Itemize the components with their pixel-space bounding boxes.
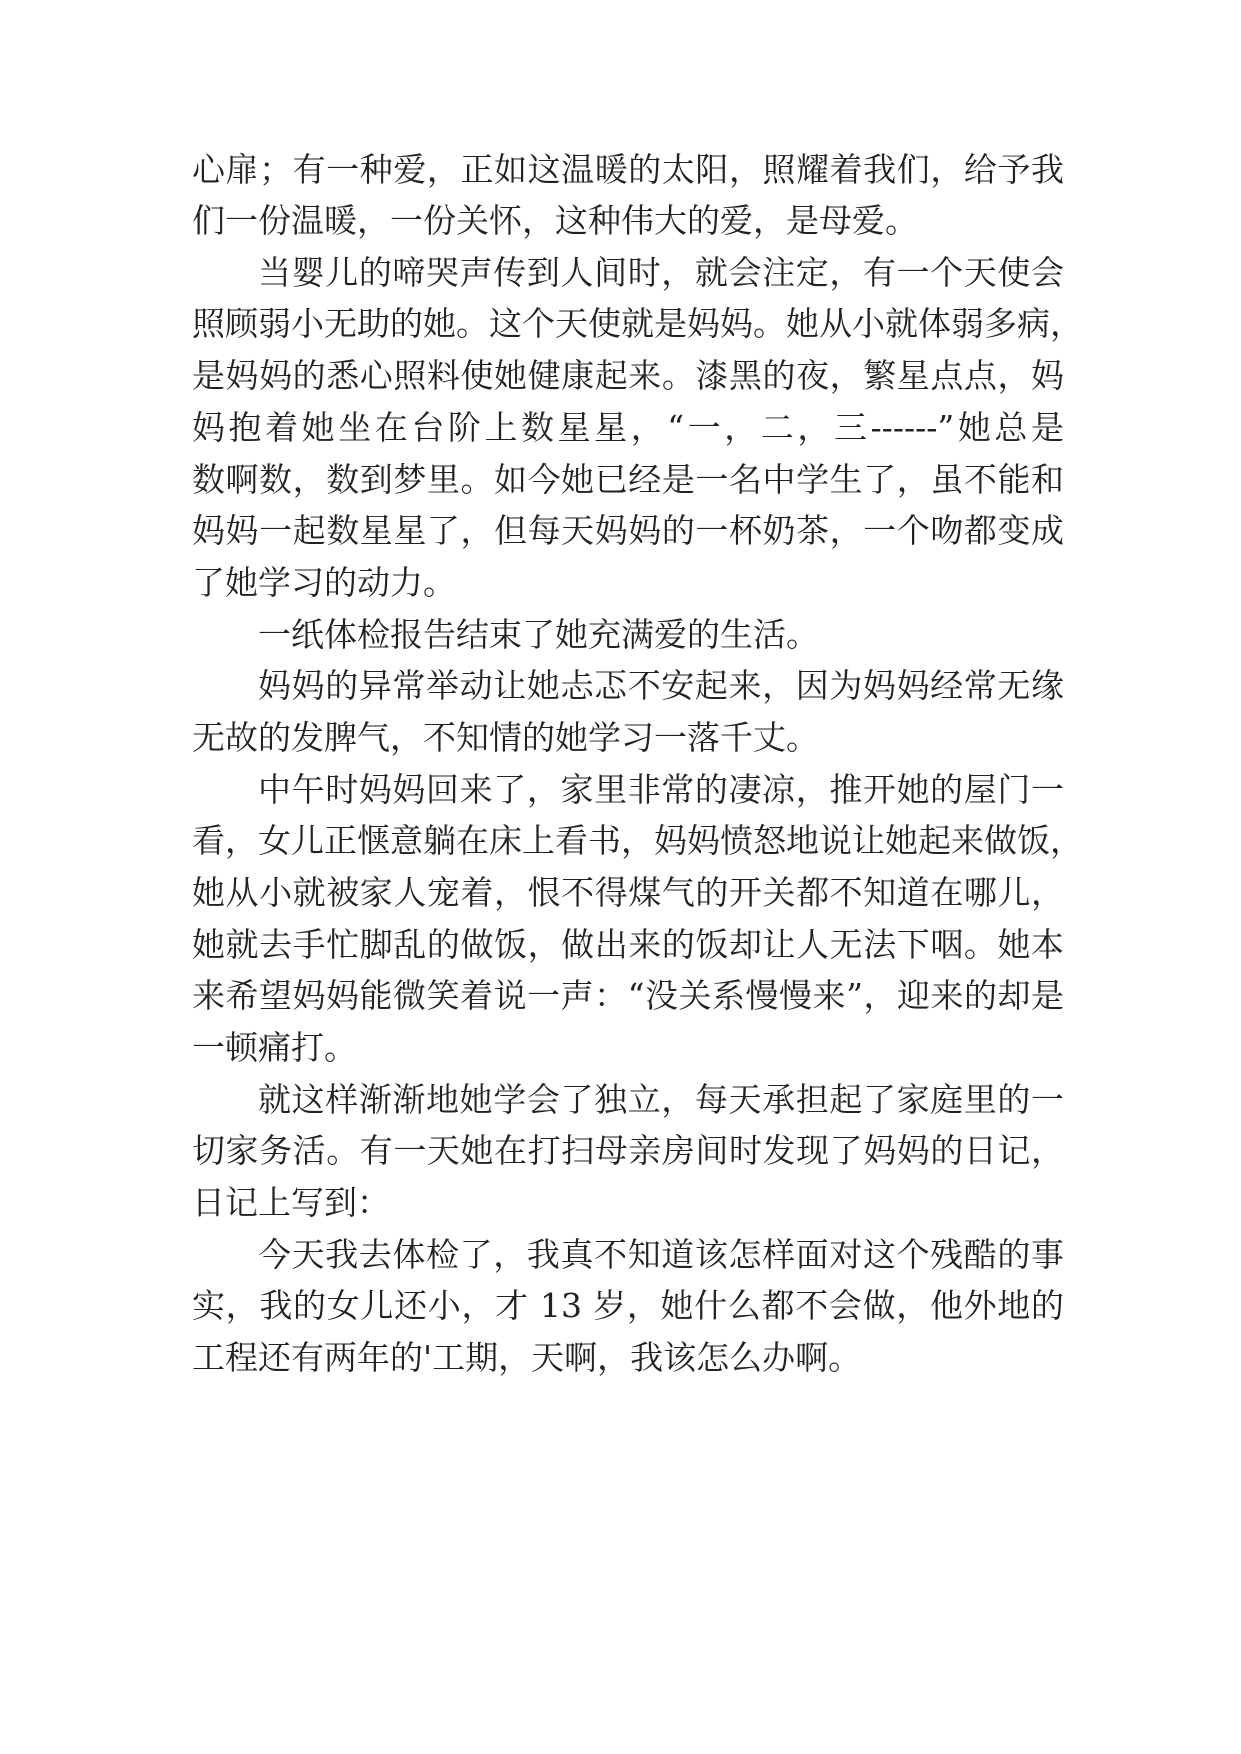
- text-line: 切家务活。有一天她在打扫母亲房间时发现了妈妈的日记，: [192, 1131, 1064, 1170]
- text-line: 是妈妈的悉心照料使她健康起来。漆黑的夜，繁星点点，妈: [192, 356, 1064, 395]
- text-line: 她就去手忙脚乱的做饭，做出来的饭却让人无法下咽。她本: [192, 925, 1064, 964]
- text-line: 来希望妈妈能微笑着说一声：“没关系慢慢来”，迎来的却是: [192, 976, 1064, 1015]
- text-line: 日记上写到：: [192, 1183, 390, 1222]
- text-line: 妈妈一起数星星了，但每天妈妈的一杯奶茶，一个吻都变成: [192, 511, 1064, 550]
- paragraph-start-line: 就这样渐渐地她学会了独立，每天承担起了家庭里的一: [258, 1080, 1064, 1119]
- text-line: 数啊数，数到梦里。如今她已经是一名中学生了，虽不能和: [192, 460, 1064, 499]
- paragraph-start-line: 妈妈的异常举动让她忐忑不安起来，因为妈妈经常无缘: [258, 666, 1064, 705]
- text-line: 她从小就被家人宠着，恨不得煤气的开关都不知道在哪儿，: [192, 873, 1064, 912]
- text-line: 无故的发脾气，不知情的她学习一落千丈。: [192, 718, 819, 757]
- text-line: 照顾弱小无助的她。这个天使就是妈妈。她从小就体弱多病，: [192, 304, 1083, 343]
- paragraph-start-line: 当婴儿的啼哭声传到人间时，就会注定，有一个天使会: [258, 253, 1064, 292]
- text-line: 实，我的女儿还小，才 13 岁，她什么都不会做，他外地的: [192, 1286, 1064, 1325]
- text-line: 一顿痛打。: [192, 1028, 357, 1067]
- paragraph-start-line: 一纸体检报告结束了她充满爱的生活。: [258, 615, 819, 654]
- text-line: 了她学习的动力。: [192, 563, 456, 602]
- text-line: 们一份温暖，一份关怀，这种伟大的爱，是母爱。: [192, 201, 918, 240]
- paragraph-start-line: 中午时妈妈回来了，家里非常的凄凉，推开她的屋门一: [258, 770, 1064, 809]
- text-line: 心扉；有一种爱，正如这温暖的太阳，照耀着我们，给予我: [192, 150, 1064, 189]
- paragraph-start-line: 今天我去体检了，我真不知道该怎样面对这个残酷的事: [258, 1235, 1064, 1274]
- text-line: 妈抱着她坐在台阶上数星星，“一，二，三------”她总是: [192, 408, 1064, 447]
- text-line: 工程还有两年的'工期，天啊，我该怎么办啊。: [192, 1338, 862, 1377]
- text-line: 看，女儿正惬意躺在床上看书，妈妈愤怒地说让她起来做饭，: [192, 821, 1083, 860]
